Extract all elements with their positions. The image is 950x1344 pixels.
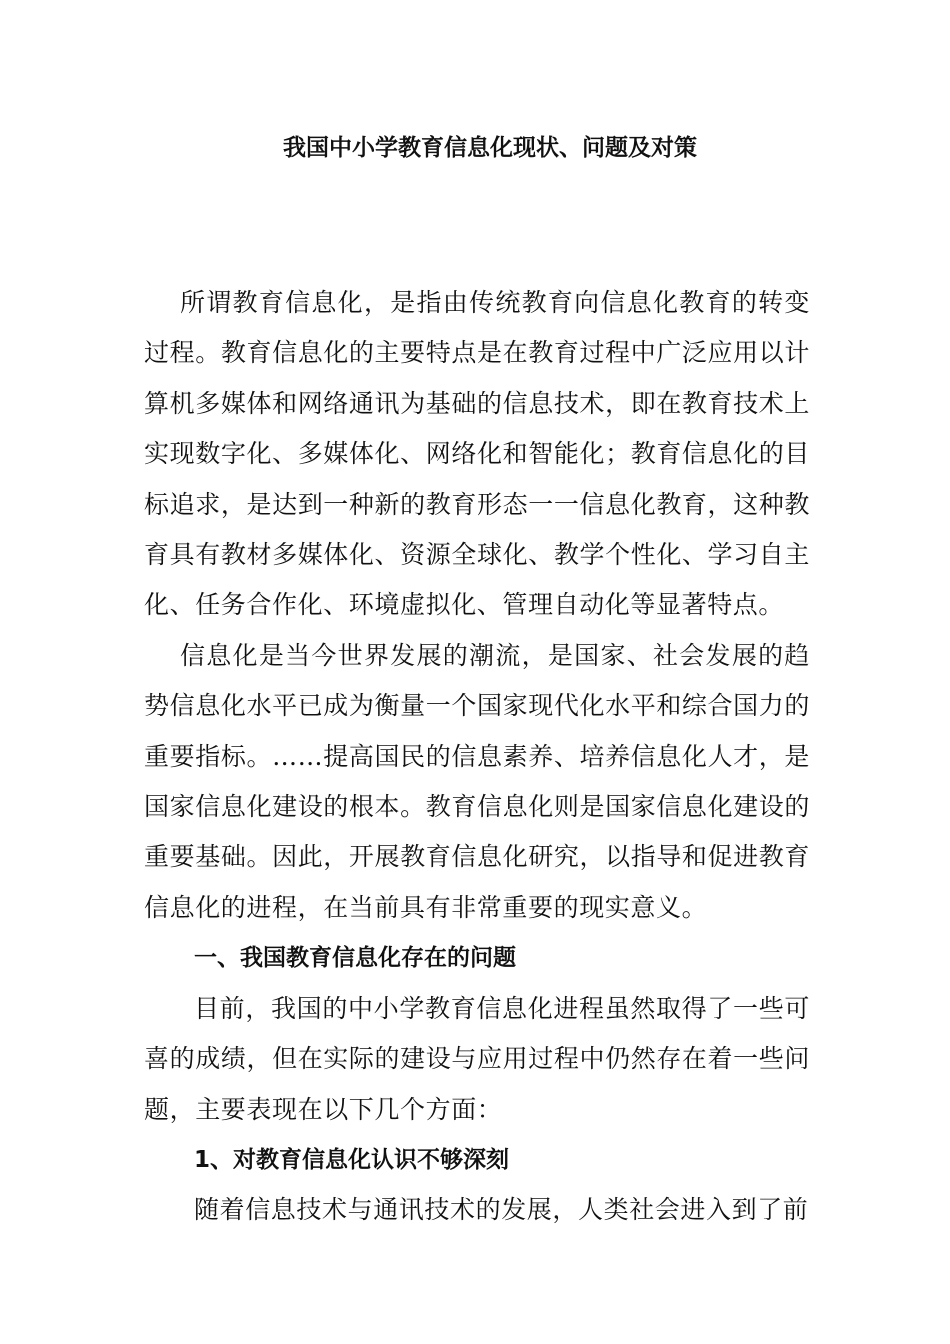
paragraph-significance: 信息化是当今世界发展的潮流，是国家、社会发展的趋势信息化水平已成为衡量一个国家现代化水平和综合国力的重要指标。……提高国民的信息素养、培养信息化人才，是国家信息化建设的根本。教育信息化则是国家信息化建设的重要基础。因此，开展教育信息化研究，以指导和促进教育信息化的进程，在当前具有非常重要的现实意义。 [144,640,810,922]
document-title: 我国中小学教育信息化现状、问题及对策 [283,135,697,161]
section-heading-problems: 一、我国教育信息化存在的问题 [194,945,516,972]
paragraph-problems-intro: 目前，我国的中小学教育信息化进程虽然取得了一些可喜的成绩，但在实际的建设与应用过程中仍然存在着一些问题，主要表现在以下几个方面： [144,993,810,1124]
subsection-heading-awareness: 1、对教育信息化认识不够深刻 [194,1146,510,1173]
paragraph-awareness: 随着信息技术与通讯技术的发展，人类社会进入到了前 [194,1195,809,1225]
document-body [144,278,810,1236]
paragraph-definition: 所谓教育信息化，是指由传统教育向信息化教育的转变过程。教育信息化的主要特点是在教育过程中广泛应用以计算机多媒体和网络通讯为基础的信息技术，即在教育技术上实现数字化、多媒体化、网络化和智能化；教育信息化的目标追求，是达到一种新的教育形态一一信息化教育，这种教育具有教材多媒体化、资源全球化、教学个性化、学习自主化、任务合作化、环境虚拟化、管理自动化等显著特点。 [144,288,810,620]
